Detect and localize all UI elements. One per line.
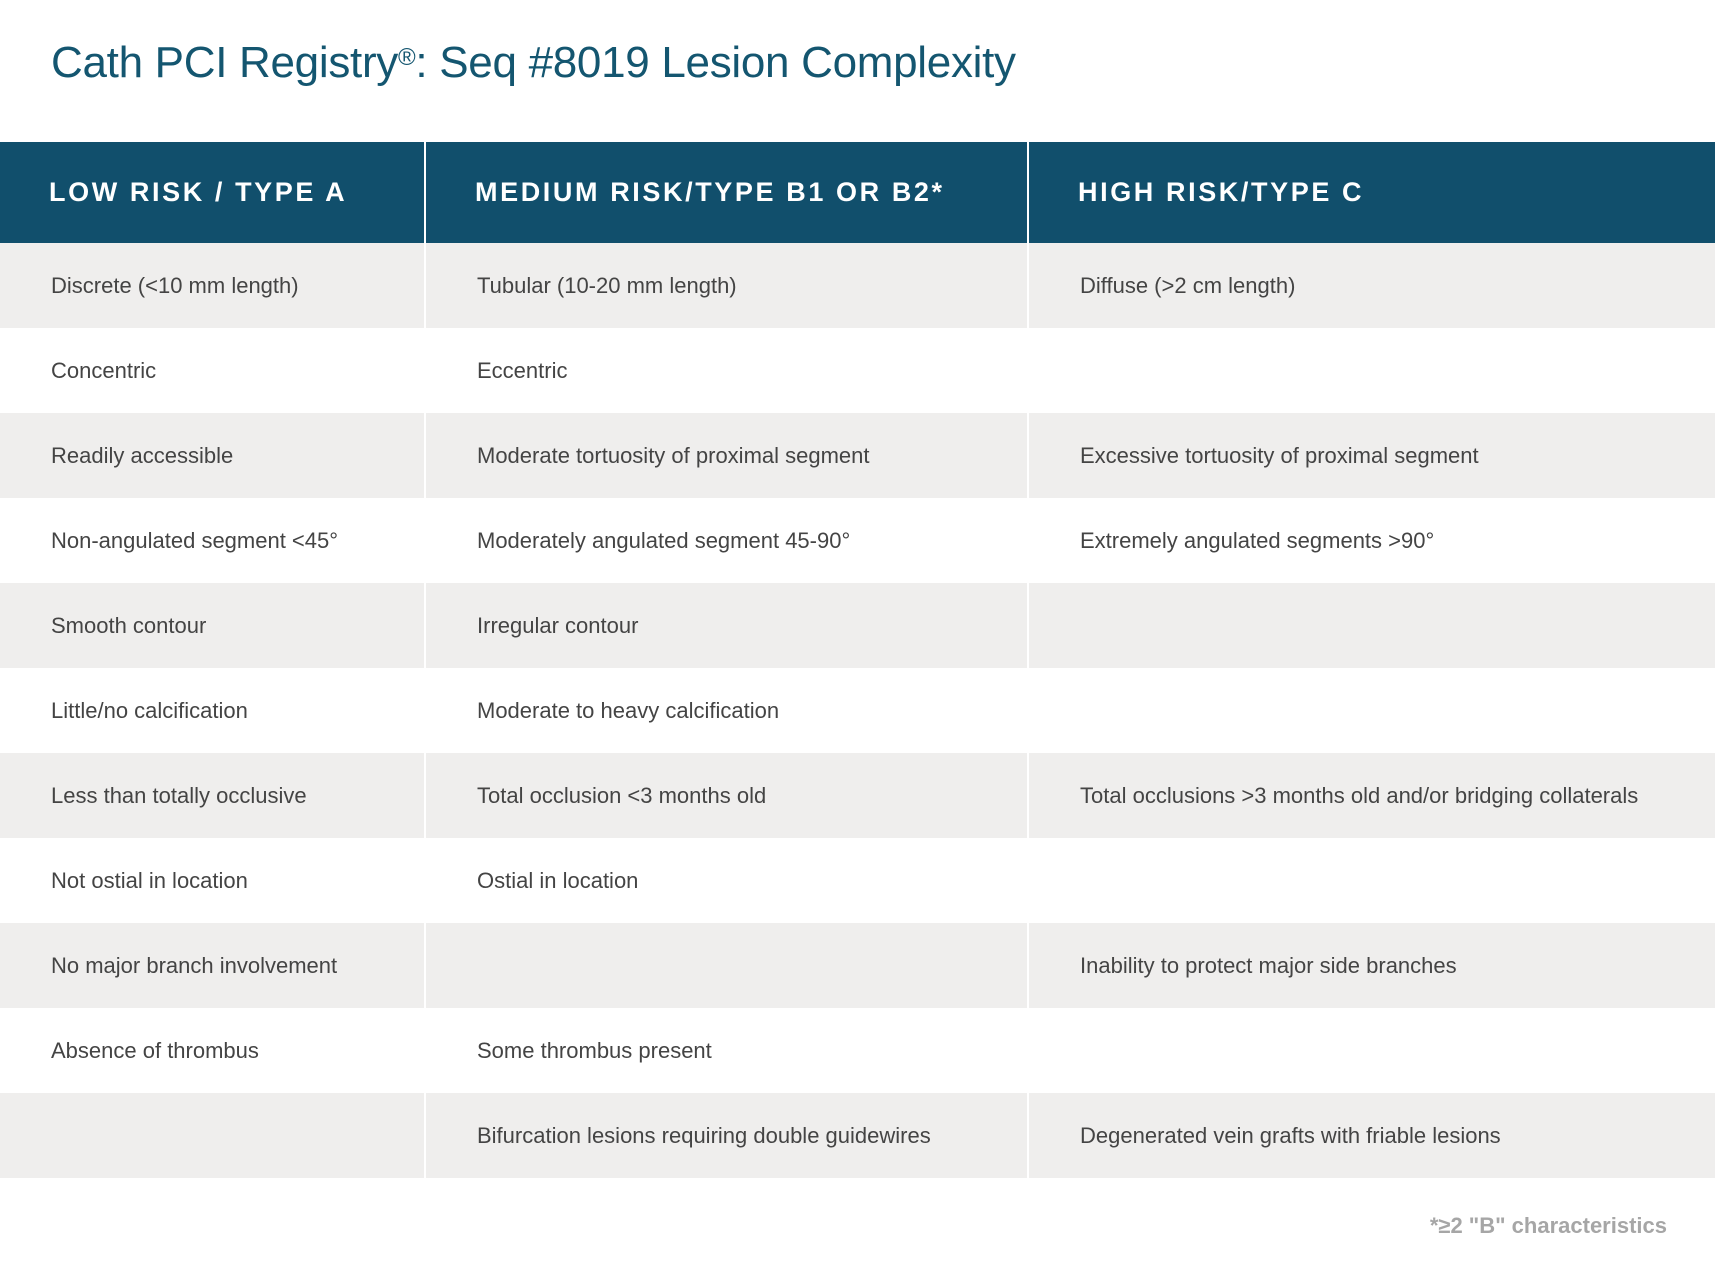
table-cell-high-risk (1028, 328, 1715, 413)
table-cell-medium-risk: Moderate to heavy calcification (425, 668, 1028, 753)
table-cell-medium-risk: Moderately angulated segment 45-90° (425, 498, 1028, 583)
table-cell-medium-risk: Total occlusion <3 months old (425, 753, 1028, 838)
table-cell-low-risk (0, 1093, 425, 1178)
table-cell-low-risk: Non-angulated segment <45° (0, 498, 425, 583)
table-row (0, 1008, 1715, 1093)
table-row (0, 923, 1715, 1008)
table-cell-medium-risk: Ostial in location (425, 838, 1028, 923)
registered-trademark-mark: ® (398, 44, 416, 71)
table-cell-high-risk: Degenerated vein grafts with friable lesions (1028, 1093, 1715, 1178)
header-high-risk: HIGH RISK/TYPE C (1028, 142, 1715, 243)
table-cell-medium-risk: Eccentric (425, 328, 1028, 413)
table-cell-low-risk: Not ostial in location (0, 838, 425, 923)
lesion-complexity-table (0, 142, 1715, 1178)
table-cell-low-risk: Discrete (<10 mm length) (0, 243, 425, 328)
table-cell-high-risk: Extremely angulated segments >90° (1028, 498, 1715, 583)
table-cell-low-risk: Readily accessible (0, 413, 425, 498)
table-row (0, 1093, 1715, 1178)
header-medium-risk: MEDIUM RISK/TYPE B1 OR B2* (425, 142, 1028, 243)
table-cell-medium-risk: Moderate tortuosity of proximal segment (425, 413, 1028, 498)
table-cell-low-risk: Less than totally occlusive (0, 753, 425, 838)
table-cell-high-risk (1028, 583, 1715, 668)
page-title-suffix: : Seq #8019 Lesion Complexity (415, 38, 1016, 87)
table-cell-high-risk: Diffuse (>2 cm length) (1028, 243, 1715, 328)
page-title-main: Cath PCI Registry (51, 38, 399, 87)
table-row (0, 753, 1715, 838)
table-row (0, 583, 1715, 668)
table-cell-medium-risk (425, 923, 1028, 1008)
table-row (0, 328, 1715, 413)
table-cell-medium-risk: Tubular (10-20 mm length) (425, 243, 1028, 328)
table-cell-high-risk: Excessive tortuosity of proximal segment (1028, 413, 1715, 498)
table-row (0, 498, 1715, 583)
table-row (0, 243, 1715, 328)
footnote: *≥2 "B" characteristics (1429, 1213, 1667, 1238)
header-low-risk: LOW RISK / TYPE A (0, 142, 425, 243)
table-cell-high-risk (1028, 838, 1715, 923)
table-cell-low-risk: No major branch involvement (0, 923, 425, 1008)
page-title (51, 38, 1016, 88)
table-cell-low-risk: Concentric (0, 328, 425, 413)
table-cell-high-risk: Total occlusions >3 months old and/or bridging collaterals (1028, 753, 1715, 838)
table-cell-low-risk: Little/no calcification (0, 668, 425, 753)
table-cell-medium-risk: Bifurcation lesions requiring double guidewires (425, 1093, 1028, 1178)
table-row (0, 668, 1715, 753)
table-cell-high-risk (1028, 1008, 1715, 1093)
table-cell-high-risk: Inability to protect major side branches (1028, 923, 1715, 1008)
table-cell-high-risk (1028, 668, 1715, 753)
table-cell-low-risk: Absence of thrombus (0, 1008, 425, 1093)
table-row (0, 838, 1715, 923)
table-header-row (0, 142, 1715, 243)
table-cell-medium-risk: Irregular contour (425, 583, 1028, 668)
table-row (0, 413, 1715, 498)
table-cell-low-risk: Smooth contour (0, 583, 425, 668)
table-cell-medium-risk: Some thrombus present (425, 1008, 1028, 1093)
